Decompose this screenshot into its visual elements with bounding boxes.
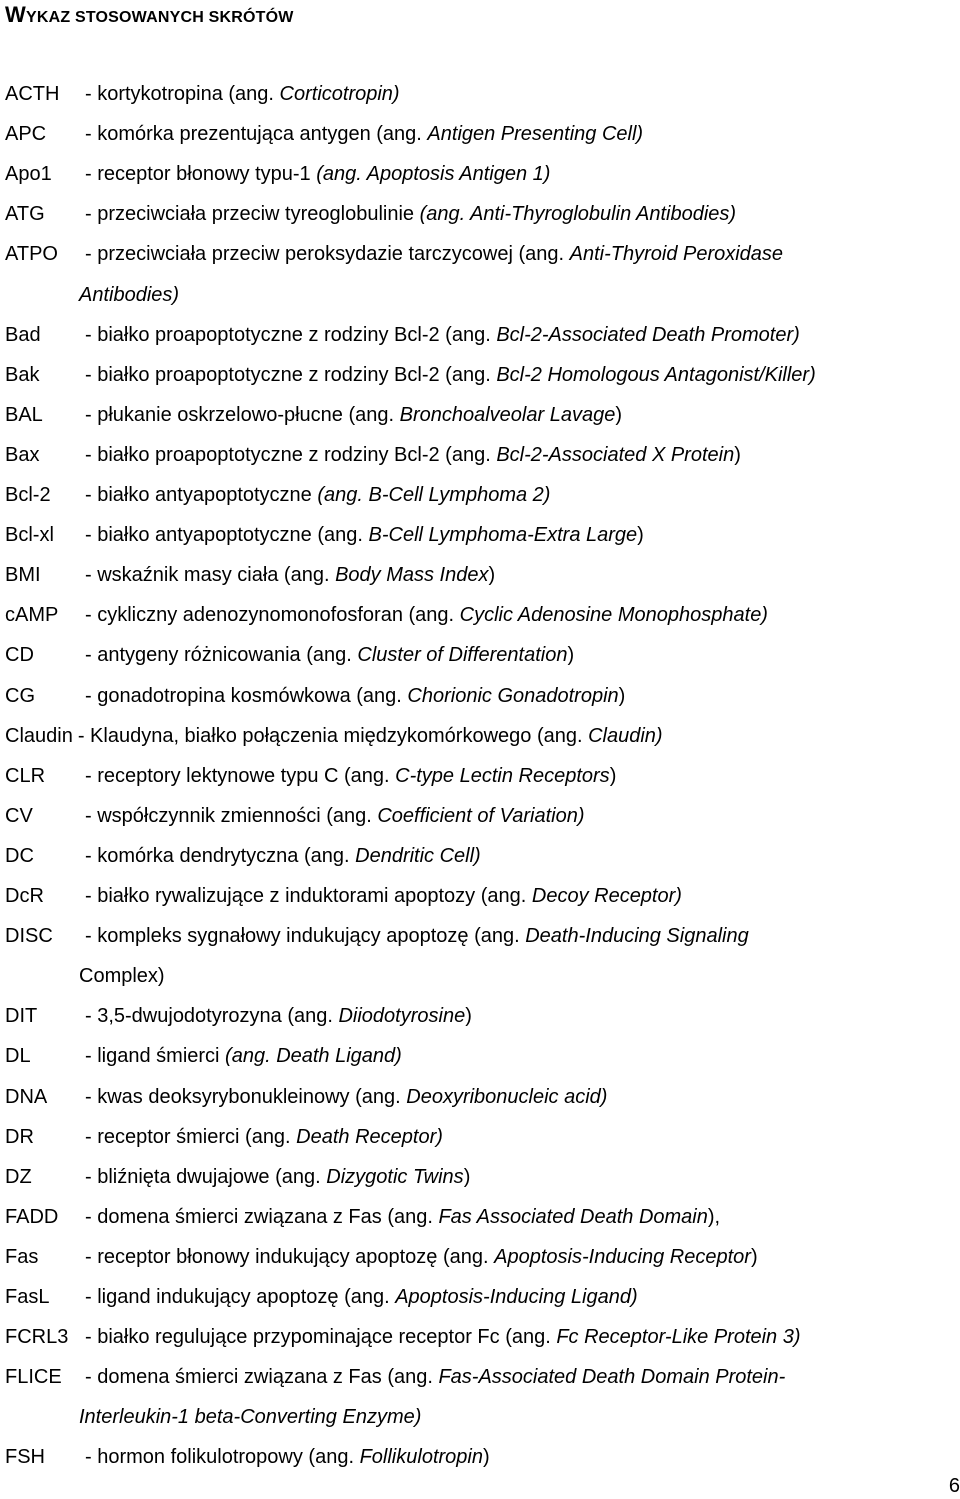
abbreviation-term: Bad — [5, 323, 41, 346]
abbreviation-entry — [5, 882, 682, 910]
abbreviation-definition: - białko proapoptotyczne z rodziny Bcl-2 (ang. — [85, 323, 497, 346]
abbreviation-definition: - receptory lektynowe typu C (ang. — [85, 764, 396, 787]
abbreviation-definition: - komórka dendrytyczna (ang. — [85, 844, 356, 867]
abbreviation-entry — [5, 441, 741, 469]
english-term: Chorionic Gonadotropin — [407, 684, 619, 707]
closing-punctuation: ) — [637, 524, 644, 547]
abbreviation-definition: - kwas deoksyrybonukleinowy (ang. — [85, 1085, 407, 1108]
abbreviation-term: ATPO — [5, 243, 58, 266]
abbreviation-definition: - płukanie oskrzelowo-płucne (ang. — [85, 403, 400, 426]
definition-continuation — [79, 281, 179, 309]
abbreviation-term: DL — [5, 1045, 31, 1068]
english-term: Cyclic Adenosine Monophosphate) — [459, 604, 768, 627]
abbreviation-definition: - wskaźnik masy ciała (ang. — [85, 564, 336, 587]
abbreviation-entry — [5, 1002, 472, 1030]
abbreviation-term: DZ — [5, 1165, 32, 1188]
abbreviation-definition: - gonadotropina kosmówkowa (ang. — [85, 684, 408, 707]
english-term-continued: Complex — [79, 965, 158, 988]
abbreviation-term: FCRL3 — [5, 1326, 69, 1349]
english-term: Decoy Receptor) — [531, 885, 682, 907]
abbreviation-entry — [5, 521, 644, 549]
abbreviation-definition: - antygeny różnicowania (ang. — [85, 644, 358, 667]
abbreviation-entry — [5, 1323, 801, 1351]
abbreviation-entry — [5, 401, 622, 429]
closing-punctuation: ) — [609, 764, 617, 787]
english-term: Deoxyribonucleic acid) — [406, 1085, 608, 1108]
abbreviation-term: DISC — [5, 925, 53, 948]
abbreviation-entry — [5, 481, 550, 509]
abbreviation-definition: - hormon folikulotropowy (ang. — [85, 1446, 360, 1469]
abbreviation-definition: - przeciwciała przeciw tyreoglobulinie — [85, 203, 420, 226]
abbreviation-term: Bak — [5, 363, 40, 386]
abbreviation-term: ATG — [5, 203, 45, 226]
abbreviation-entry — [5, 682, 625, 710]
english-term: Dendritic Cell) — [355, 844, 481, 867]
abbreviation-entry — [5, 1243, 758, 1271]
abbreviation-term: DR — [5, 1125, 34, 1148]
english-term-continued: Antibodies) — [79, 283, 180, 306]
abbreviation-entry — [5, 1443, 490, 1471]
closing-punctuation: ) — [734, 443, 741, 466]
closing-punctuation: ) — [463, 1165, 471, 1188]
abbreviation-definition: - białko antyapoptotyczne — [85, 484, 318, 506]
page-title-initial: W — [5, 2, 26, 27]
abbreviation-definition: - domena śmierci związana z Fas (ang. — [85, 1205, 439, 1228]
english-term: Fc Receptor-Like Protein 3) — [556, 1326, 801, 1349]
abbreviation-term: CD — [5, 644, 34, 667]
english-term: Death Receptor) — [296, 1125, 443, 1148]
abbreviation-definition: - domena śmierci związana z Fas (ang. — [85, 1366, 439, 1389]
abbreviation-definition: - białko proapoptotyczne z rodziny Bcl-2 (ang. — [85, 443, 497, 466]
english-term: C-type Lectin Receptors — [395, 764, 610, 787]
page-title-rest: YKAZ STOSOWANYCH SKRÓTÓW — [25, 9, 294, 26]
abbreviation-term: Bax — [5, 443, 40, 466]
abbreviation-definition: - białko rywalizujące z induktorami apoptozy (ang. — [85, 885, 532, 907]
abbreviation-entry — [5, 361, 816, 389]
abbreviation-entry — [5, 80, 400, 108]
abbreviation-entry — [5, 200, 736, 228]
abbreviation-term: DcR — [5, 885, 44, 907]
abbreviation-entry — [5, 1203, 720, 1231]
abbreviation-definition: - ligand śmierci — [85, 1045, 226, 1068]
abbreviation-definition: - białko proapoptotyczne z rodziny Bcl-2 (ang. — [85, 363, 497, 386]
abbreviation-term: ACTH — [5, 83, 60, 105]
english-term: Apoptosis-Inducing Receptor — [494, 1245, 751, 1268]
english-term-continued: Interleukin-1 beta-Converting Enzyme) — [79, 1406, 422, 1429]
english-term: Bcl-2 Homologous Antagonist/Killer) — [496, 363, 816, 386]
closing-punctuation: ) — [615, 403, 622, 426]
english-term: Follikulotropin — [359, 1446, 483, 1469]
english-term: (ang. B-Cell Lymphoma 2) — [317, 484, 551, 506]
abbreviation-term: Bcl-2 — [5, 484, 51, 506]
english-term: Dizygotic Twins — [326, 1165, 464, 1188]
abbreviation-term: CLR — [5, 764, 46, 787]
abbreviation-definition: - współczynnik zmienności (ang. — [85, 804, 378, 827]
abbreviation-entry — [5, 762, 616, 790]
closing-punctuation: ) — [482, 1446, 490, 1469]
abbreviation-term: DIT — [5, 1005, 38, 1028]
abbreviation-term: cAMP — [5, 604, 59, 627]
abbreviation-definition: - białko antyapoptotyczne (ang. — [85, 524, 369, 547]
abbreviation-term: DNA — [5, 1085, 48, 1108]
abbreviation-entry — [5, 722, 663, 750]
english-term: Bronchoalveolar Lavage — [399, 403, 616, 426]
closing-punctuation: ) — [465, 1005, 472, 1028]
abbreviation-term: FADD — [5, 1205, 59, 1228]
abbreviation-definition: - bliźnięta dwujajowe (ang. — [85, 1165, 327, 1188]
english-term: Corticotropin) — [279, 83, 400, 105]
abbreviation-term: CG — [5, 684, 35, 707]
abbreviation-term: Bcl-xl — [5, 524, 54, 547]
definition-continuation — [79, 962, 165, 990]
abbreviation-definition: - cykliczny adenozynomonofosforan (ang. — [85, 604, 460, 627]
english-term: (ang. Apoptosis Antigen 1) — [316, 163, 551, 186]
abbreviation-entry — [5, 1163, 470, 1191]
abbreviation-definition: - receptor błonowy indukujący apoptozę (ang. — [85, 1245, 495, 1268]
abbreviation-entry — [5, 561, 495, 589]
english-term: Diiodotyrosine — [338, 1005, 466, 1028]
english-term: Claudin) — [588, 724, 663, 747]
abbreviation-definition: - receptor błonowy typu-1 — [85, 163, 317, 186]
abbreviation-term: BAL — [5, 403, 43, 426]
closing-punctuation: ) — [567, 644, 575, 667]
abbreviation-definition: - komórka prezentująca antygen (ang. — [85, 123, 428, 146]
english-term: Anti-Thyroid Peroxidase — [569, 243, 784, 266]
english-term: Death-Inducing Signaling — [525, 925, 749, 948]
closing-punctuation: ) — [157, 965, 165, 988]
english-term: Bcl-2-Associated Death Promoter) — [496, 323, 800, 346]
english-term: Coefficient of Variation) — [377, 804, 585, 827]
abbreviation-term: CV — [5, 804, 33, 827]
abbreviation-definition: - ligand indukujący apoptozę (ang. — [85, 1286, 396, 1308]
abbreviation-entry — [5, 842, 481, 870]
abbreviation-definition: - kompleks sygnałowy indukujący apoptozę (ang. — [85, 925, 526, 948]
english-term: (ang. Anti-Thyroglobulin Antibodies) — [419, 203, 737, 226]
abbreviation-entry — [5, 1123, 443, 1151]
abbreviation-entry — [5, 1083, 607, 1111]
abbreviation-entry — [5, 120, 643, 148]
abbreviation-definition: - receptor śmierci (ang. — [85, 1125, 297, 1148]
english-term: Body Mass Index — [335, 564, 489, 587]
closing-punctuation: ) — [618, 684, 626, 707]
abbreviation-term: FasL — [5, 1286, 50, 1308]
abbreviation-definition: - kortykotropina (ang. — [85, 83, 280, 105]
abbreviation-entry — [5, 1042, 402, 1070]
english-term: Fas-Associated Death Domain Protein- — [438, 1366, 786, 1389]
abbreviation-definition: - Klaudyna, białko połączenia międzykomórkowego (ang. — [77, 724, 589, 747]
abbreviation-entry — [5, 641, 574, 669]
abbreviation-term: Fas — [5, 1245, 39, 1268]
abbreviation-entry — [5, 601, 768, 629]
abbreviation-term: Apo1 — [5, 163, 52, 186]
closing-punctuation: ) — [750, 1245, 758, 1268]
english-term: B-Cell Lymphoma-Extra Large — [368, 524, 638, 547]
abbreviation-term: FSH — [5, 1446, 45, 1469]
abbreviation-term: DC — [5, 844, 34, 867]
abbreviation-term: FLICE — [5, 1366, 62, 1389]
english-term: Apoptosis-Inducing Ligand) — [395, 1286, 638, 1308]
english-term: Fas Associated Death Domain — [438, 1205, 708, 1228]
closing-punctuation: ), — [707, 1205, 721, 1228]
english-term: Antigen Presenting Cell) — [427, 123, 644, 146]
abbreviation-definition: - przeciwciała przeciw peroksydazie tarczycowej (ang. — [85, 243, 570, 266]
abbreviation-entry — [5, 160, 550, 188]
definition-continuation — [79, 1403, 421, 1431]
abbreviation-entry — [5, 321, 800, 349]
english-term: (ang. Death Ligand) — [225, 1045, 402, 1068]
english-term: Cluster of Differentation — [357, 644, 568, 667]
abbreviation-entry — [5, 1283, 638, 1311]
abbreviation-entry — [5, 922, 749, 950]
abbreviation-entry — [5, 1363, 785, 1391]
abbreviation-definition: - białko regulujące przypominające receptor Fc (ang. — [85, 1326, 557, 1349]
closing-punctuation: ) — [488, 564, 496, 587]
abbreviation-term: BMI — [5, 564, 41, 587]
abbreviation-entry — [5, 240, 783, 268]
abbreviation-term: APC — [5, 123, 47, 146]
page-number: 6 — [948, 1475, 960, 1497]
english-term: Bcl-2-Associated X Protein — [496, 443, 735, 466]
abbreviation-entry — [5, 802, 584, 830]
abbreviation-definition: - 3,5-dwujodotyrozyna (ang. — [85, 1005, 339, 1028]
abbreviation-term: Claudin — [5, 724, 73, 747]
